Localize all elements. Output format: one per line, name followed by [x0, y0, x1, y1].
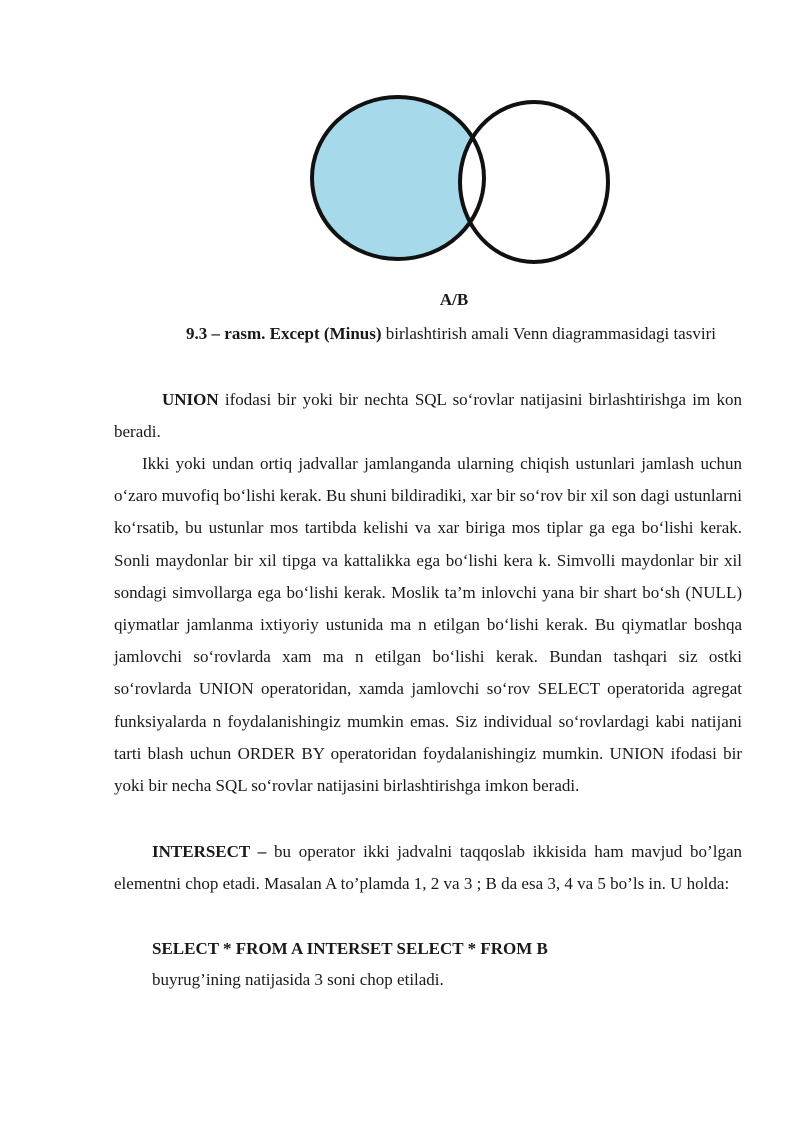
intersect-text: bu operator ikki jadvalni taqqoslab ikkisida ham mavjud bo’lgan elementni chop etadi. Masalan A to’plamda 1, 2 va 3 ; B da esa 3, 4 va 5 bo’ls in. U holda: — [114, 842, 742, 894]
intersect-paragraph — [114, 836, 742, 900]
intersect-term: INTERSECT – — [152, 842, 267, 861]
union-term: UNION — [162, 390, 219, 409]
union-paragraph — [114, 384, 742, 448]
figure-caption-text: birlashtirish amali Venn diagrammasidagi tasviri — [381, 324, 716, 343]
result-line: buyrug’ining natijasida 3 soni chop etiladi. — [152, 970, 444, 989]
figure-caption-number: 9.3 – rasm. Except (Minus) — [186, 324, 382, 343]
venn-diagram — [0, 0, 800, 280]
union-text: ifodasi bir yoki bir nechta SQL so‘rovlar natijasini birlashtirishga im kon beradi. — [114, 390, 742, 442]
set-label: A/B — [439, 290, 469, 309]
figure-caption — [0, 324, 800, 344]
rules-paragraph: Ikki yoki undan ortiq jadvallar jamlanganda ularning chiqish ustunlari jamlash uchun o‘zaro muvofiq bo‘lishi kerak. Bu shuni bildiradiki, xar bir so‘rov bir xil son dagi ustunlarni ko‘rsatib, bu ustunlar mos tartibda kelishi va xar biriga mos tiplar ga ega bo‘lishi kerak. Sonli maydonlar bir xil tipga va kattalikka ega bo‘lishi kera k. Simvolli maydonlar bir xil sondagi simvollarga ega bo‘lishi kerak. Moslik ta’m inlovchi yana bir shart bo‘sh (NULL) qiymatlar jamlanma ixtiyoriy ustunida ma n etilgan bo‘lishi kerak. Bu qiymatlar boshqa jamlovchi so‘rovlarda xam ma n etilgan bo‘lishi kerak. Bundan tashqari siz ostki so‘rovlarda UNION operatoridan, xamda jamlovchi so‘rov SELECT operatorida agregat funksiyalarda n foydalanishingiz mumkin emas. Siz individual so‘rovlardagi kabi natijani tarti blash uchun ORDER BY operatoridan foydalanishingiz mumkin. UNION ifodasi bir yoki bir necha SQL so‘rovlar natijasini birlashtirishga imkon beradi. — [114, 454, 742, 796]
sql-example: SELECT * FROM A INTERSET SELECT * FROM B — [152, 939, 548, 958]
